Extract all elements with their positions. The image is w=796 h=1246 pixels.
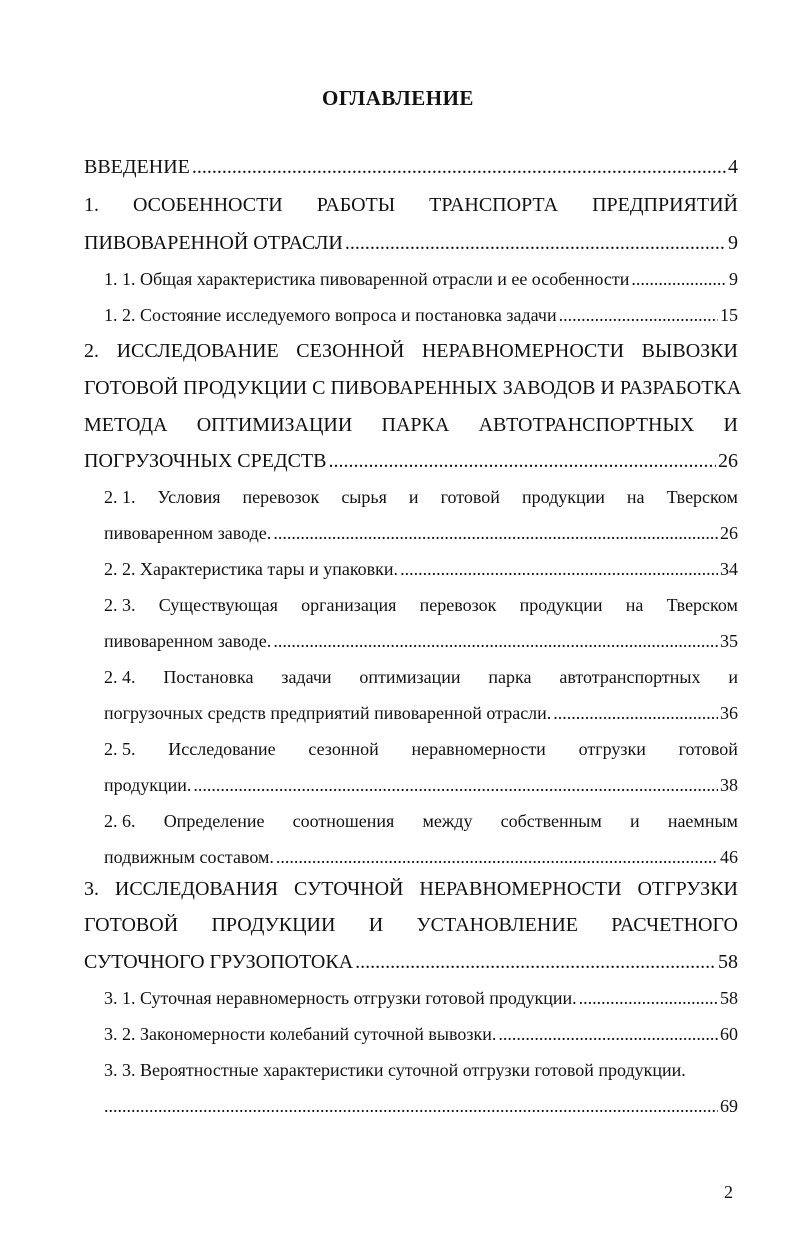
toc-entry-section-2-1-line-2[interactable] [104, 518, 738, 548]
toc-word: организация [301, 595, 397, 615]
toc-entry-title: пивоваренном заводе. [104, 631, 272, 651]
toc-entry-section-2-6-line-1[interactable] [104, 806, 738, 836]
toc-word: РАСЧЕТНОГО [611, 914, 738, 936]
toc-word: ТРАНСПОРТА [429, 194, 559, 216]
toc-entry-title: ПОГРУЗОЧНЫХ СРЕДСТВ [84, 450, 327, 472]
toc-word: и [728, 667, 738, 687]
toc-word: И [368, 914, 384, 936]
toc-page-number: 9 [729, 269, 738, 289]
toc-word: НЕРАВНОМЕРНОСТИ [421, 340, 625, 362]
toc-word: оптимизации [359, 667, 461, 687]
toc-entry-title: продукции. [104, 775, 192, 795]
toc-word: отгрузки [578, 739, 646, 759]
toc-word: ИССЛЕДОВАНИЯ [114, 878, 279, 900]
toc-dot-leader [559, 300, 718, 330]
toc-word: между [422, 811, 473, 831]
toc-entry-title: 1. 2. Состояние исследуемого вопроса и постановка задачи [104, 305, 557, 325]
toc-entry-chapter-3-line-2[interactable] [84, 910, 738, 940]
toc-entry-chapter-2-line-4[interactable] [84, 446, 738, 476]
toc-word: Тверском [666, 487, 738, 507]
toc-entry-title: 3. 1. Суточная неравномерность отгрузки готовой продукции. [104, 988, 577, 1008]
toc-page-number: 9 [728, 232, 738, 254]
toc-word: ПАРКА [381, 414, 450, 436]
toc-entry-section-2-3-line-2[interactable] [104, 626, 738, 656]
toc-entry-section-2-6-line-2[interactable] [104, 842, 738, 872]
toc-entry-section-1-2[interactable] [104, 300, 738, 330]
toc-entry-section-3-2[interactable] [104, 1019, 738, 1049]
toc-word: Постановка [163, 667, 254, 687]
toc-page-number: 58 [718, 951, 738, 973]
toc-entry-section-3-1[interactable] [104, 983, 738, 1013]
toc-dot-leader [400, 554, 718, 584]
toc-word: собственным [500, 811, 602, 831]
toc-page-number: 34 [720, 559, 738, 579]
toc-page-number: 58 [720, 988, 738, 1008]
toc-entry-title: подвижным составом. [104, 847, 274, 867]
toc-word: 2. 5. [104, 739, 136, 759]
toc-entry-chapter-2-line-3[interactable] [84, 410, 738, 440]
toc-entry-chapter-2-line-2[interactable] [84, 373, 742, 403]
toc-page-number: 60 [720, 1024, 738, 1044]
toc-entry-title: 3. 2. Закономерности колебаний суточной вывозки. [104, 1024, 497, 1044]
toc-entry-chapter-1-line-2[interactable] [84, 228, 738, 258]
toc-word: СУТОЧНОЙ [294, 878, 404, 900]
toc-page-number: 4 [728, 156, 738, 178]
toc-word: ИССЛЕДОВАНИЕ [116, 340, 279, 362]
toc-word: перевозок [419, 595, 497, 615]
toc-entry-section-2-5-line-2[interactable] [104, 770, 738, 800]
toc-dot-leader [553, 698, 718, 728]
toc-dot-leader [192, 152, 726, 182]
toc-entry-section-2-2[interactable] [104, 554, 738, 584]
page-number: 2 [724, 1182, 733, 1202]
toc-word: и [629, 811, 640, 831]
toc-dot-leader [345, 228, 726, 258]
toc-entry-title: СУТОЧНОГО ГРУЗОПОТОКА [84, 951, 354, 973]
toc-entry-chapter-3-line-3[interactable] [84, 947, 738, 977]
page-title: ОГЛАВЛЕНИЕ [322, 86, 474, 110]
toc-word: продукции [521, 487, 605, 507]
toc-word: Тверском [666, 595, 738, 615]
toc-word: ОСОБЕННОСТИ [132, 194, 283, 216]
toc-word: И [723, 414, 738, 436]
toc-word: ГОТОВОЙ [84, 914, 179, 936]
toc-dot-leader [579, 983, 718, 1013]
toc-word: ПРЕДПРИЯТИЙ [592, 194, 738, 216]
toc-page-number: 26 [718, 450, 738, 472]
toc-word: УСТАНОВЛЕНИЕ [416, 914, 578, 936]
toc-word: продукции [519, 595, 603, 615]
toc-word: Условия [157, 487, 221, 507]
toc-word: соотношения [292, 811, 395, 831]
toc-word: РАБОТЫ [316, 194, 396, 216]
toc-entry-title: 2. 2. Характеристика тары и упаковки. [104, 559, 399, 579]
toc-entry-section-2-4-line-1[interactable] [104, 662, 738, 692]
toc-word: неравномерности [411, 739, 546, 759]
toc-word: ПРОДУКЦИИ [211, 914, 336, 936]
toc-word: 2. 1. [104, 487, 136, 507]
toc-entry-chapter-3-line-1[interactable] [84, 874, 738, 904]
toc-page-number: 36 [720, 703, 738, 723]
toc-word: Исследование [168, 739, 276, 759]
toc-word: наемным [667, 811, 738, 831]
toc-word: Определение [163, 811, 265, 831]
toc-word: НЕРАВНОМЕРНОСТИ [419, 878, 622, 900]
toc-word: готовой [440, 487, 500, 507]
toc-word: сырья [341, 487, 387, 507]
toc-entry-title: 1. 1. Общая характеристика пивоваренной отрасли и ее особенности [104, 269, 630, 289]
toc-entry-title: ВВЕДЕНИЕ [84, 156, 190, 178]
toc-word: 2. 4. [104, 667, 136, 687]
toc-entry-section-3-3-line-2[interactable] [104, 1091, 738, 1121]
toc-word: СЕЗОННОЙ [296, 340, 405, 362]
toc-entry-title: ГОТОВОЙ ПРОДУКЦИИ С ПИВОВАРЕННЫХ ЗАВОДОВ И РАЗРАБОТКА [84, 377, 742, 399]
toc-dot-leader [193, 770, 718, 800]
toc-word: ВЫВОЗКИ [641, 340, 738, 362]
toc-dot-leader [273, 626, 718, 656]
toc-entry-section-2-3-line-1[interactable] [104, 590, 738, 620]
toc-entry-title: пивоваренном заводе. [104, 523, 272, 543]
toc-page-number: 35 [720, 631, 738, 651]
toc-dot-leader [631, 264, 727, 294]
toc-word: 3. [84, 878, 99, 900]
toc-word: Существующая [158, 595, 278, 615]
toc-word: МЕТОДА [84, 414, 168, 436]
toc-entry-title: ПИВОВАРЕННОЙ ОТРАСЛИ [84, 232, 343, 254]
toc-word: АВТОТРАНСПОРТНЫХ [478, 414, 695, 436]
toc-word: на [626, 487, 645, 507]
toc-word: сезонной [308, 739, 379, 759]
toc-entry-title: 3. 3. Вероятностные характеристики суточной отгрузки готовой продукции. [104, 1060, 686, 1080]
toc-word: и [408, 487, 419, 507]
toc-entry-section-1-1[interactable] [104, 264, 738, 294]
toc-dot-leader [273, 518, 718, 548]
toc-word: перевозок [242, 487, 320, 507]
toc-dot-leader [355, 947, 716, 977]
toc-word: ОПТИМИЗАЦИИ [196, 414, 353, 436]
toc-word: парка [488, 667, 532, 687]
toc-entry-section-2-1-line-1[interactable] [104, 482, 738, 512]
toc-page-number: 69 [720, 1096, 738, 1116]
toc-word: задачи [281, 667, 332, 687]
toc-dot-leader [328, 446, 716, 476]
toc-entry-chapter-1-line-1[interactable] [84, 190, 738, 220]
toc-entry-section-2-4-line-2[interactable] [104, 698, 738, 728]
toc-word: 2. 6. [104, 811, 136, 831]
toc-word: на [625, 595, 644, 615]
toc-page-number: 15 [720, 305, 738, 325]
toc-word: 2. 3. [104, 595, 136, 615]
toc-entry-section-3-3-line-1[interactable] [104, 1055, 738, 1085]
toc-dot-leader [276, 842, 718, 872]
toc-page-number: 26 [720, 523, 738, 543]
toc-dot-leader [104, 1091, 718, 1121]
toc-dot-leader [498, 1019, 718, 1049]
toc-word: готовой [678, 739, 738, 759]
toc-word: ОТГРУЗКИ [637, 878, 738, 900]
toc-entry-intro[interactable] [84, 152, 738, 182]
toc-entry-chapter-2-line-1[interactable] [84, 336, 738, 366]
toc-word: 2. [84, 340, 99, 362]
toc-word: 1. [84, 194, 99, 216]
toc-page-number: 46 [720, 847, 738, 867]
toc-entry-title: погрузочных средств предприятий пивоваренной отрасли. [104, 703, 552, 723]
toc-word: автотранспортных [559, 667, 701, 687]
toc-entry-section-2-5-line-1[interactable] [104, 734, 738, 764]
toc-page-number: 38 [720, 775, 738, 795]
